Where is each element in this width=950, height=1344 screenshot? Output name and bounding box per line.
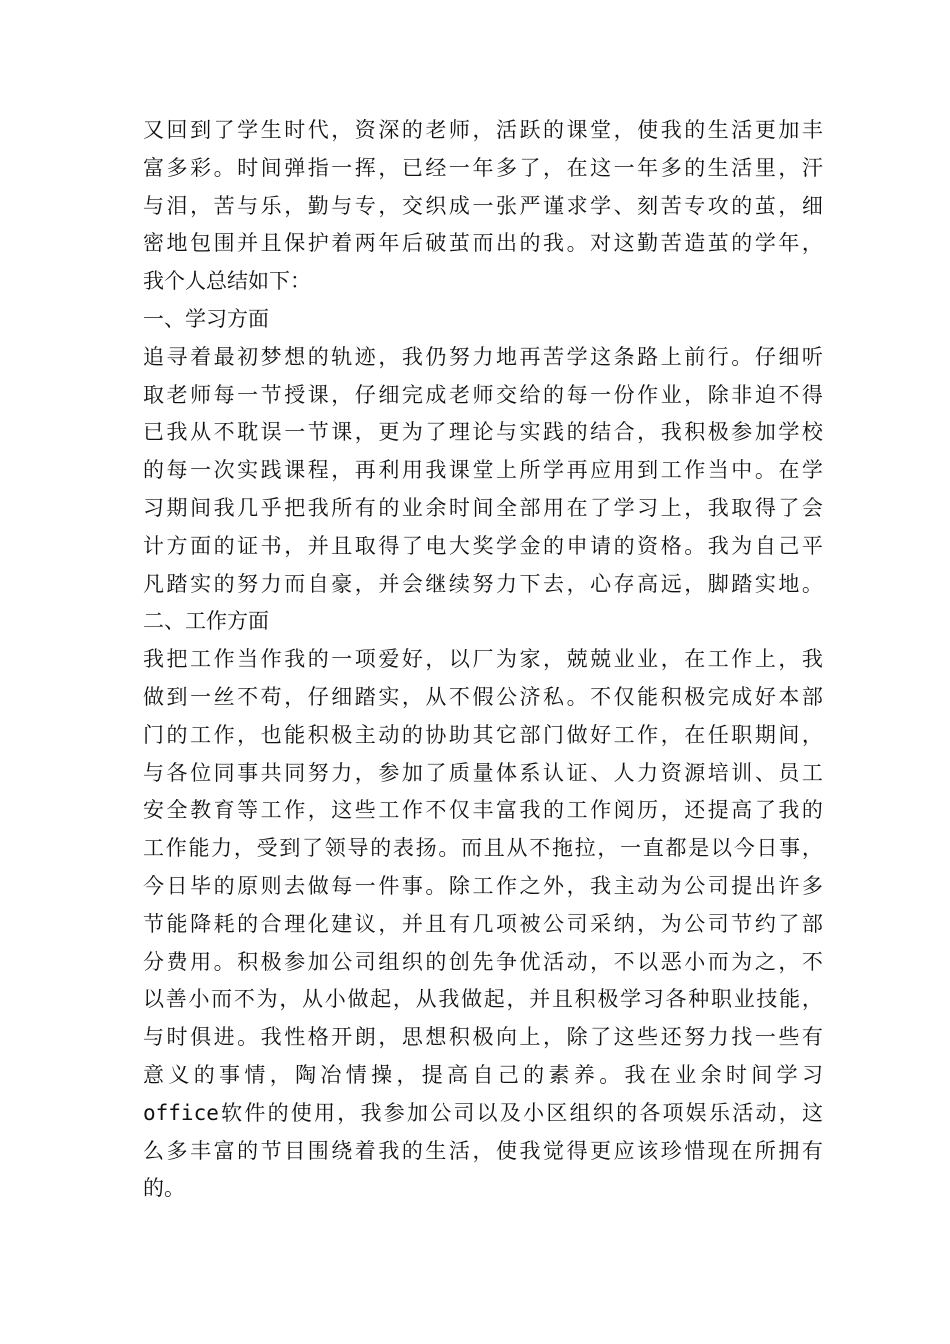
- text-line: 我 把 工 作 当 作 我 的 一 项 爱 好 ， 以 厂 为 家 ， 兢 兢 业 业 ， 在 工 作 上 ， 我: [143, 647, 823, 672]
- text-line: 一、学习方面: [143, 306, 269, 331]
- text-line: 与 时 俱 进 。 我 性 格 开 朗 ， 思 想 积 极 向 上 ， 除 了 这 些 还 努 力 找 一 些 有: [143, 1025, 823, 1050]
- text-line: 工 作 能 力 ， 受 到 了 领 导 的 表 扬 。 而 且 从 不 拖 拉 ， 一 直 都 是 以 今 日 事 ，: [143, 836, 823, 861]
- text-line: 已 我 从 不 耽 误 一 节 课 ， 更 为 了 理 论 与 实 践 的 结 合 ， 我 积 极 参 加 学 校: [143, 420, 823, 445]
- text-line: 追 寻 着 最 初 梦 想 的 轨 迹 ， 我 仍 努 力 地 再 苦 学 这 条 路 上 前 行 。 仔 细 听: [143, 344, 823, 369]
- text-line: 的。: [143, 1176, 185, 1201]
- text-line: 富 多 彩 。 时 间 弹 指 一 挥 ， 已 经 一 年 多 了 ， 在 这 一 年 多 的 生 活 里 ， 汗: [143, 155, 823, 180]
- text-line: 意 义 的 事 情 ， 陶 冶 情 操 ， 提 高 自 己 的 素 养 。 我 在 业 余 时 间 学 习: [143, 1062, 823, 1087]
- text-line: 么 多 丰 富 的 节 目 围 绕 着 我 的 生 活 ， 使 我 觉 得 更 应 该 珍 惜 现 在 所 拥 有: [143, 1138, 823, 1163]
- text-line: 二、工作方面: [143, 609, 269, 634]
- text-line: 做 到 一 丝 不 苟 ， 仔 细 踏 实 ， 从 不 假 公 济 私 。 不 仅 能 积 极 完 成 好 本 部: [143, 684, 823, 709]
- text-line: 与 泪 ， 苦 与 乐 ， 勤 与 专 ， 交 织 成 一 张 严 谨 求 学 、 刻 苦 专 攻 的 茧 ， 细: [143, 193, 823, 218]
- text-line: 取 老 师 每 一 节 授 课 ， 仔 细 完 成 老 师 交 给 的 每 一 份 作 业 ， 除 非 迫 不 得: [143, 382, 823, 407]
- text-line: 的 每 一 次 实 践 课 程 ， 再 利 用 我 课 堂 上 所 学 再 应 用 到 工 作 当 中 。 在 学: [143, 458, 823, 483]
- text-line: 凡 踏 实 的 努 力 而 自 豪 ， 并 会 继 续 努 力 下 去 ， 心 存 高 远 ， 脚 踏 实 地 。: [143, 571, 823, 596]
- text-line: 门 的 工 作 ， 也 能 积 极 主 动 的 协 助 其 它 部 门 做 好 工 作 ， 在 任 职 期 间 ，: [143, 722, 823, 747]
- body-text: [143, 112, 823, 1208]
- text-line: 以 善 小 而 不 为 ， 从 小 做 起 ， 从 我 做 起 ， 并 且 积 极 学 习 各 种 职 业 技 能 ，: [143, 987, 823, 1012]
- text-line: office 软 件 的 使 用 ， 我 参 加 公 司 以 及 小 区 组 织 的 各 项 娱 乐 活 动 ， 这: [143, 1100, 823, 1125]
- text-line: 今 日 毕 的 原 则 去 做 每 一 件 事 。 除 工 作 之 外 ， 我 主 动 为 公 司 提 出 许 多: [143, 873, 823, 898]
- text-line: 密 地 包 围 并 且 保 护 着 两 年 后 破 茧 而 出 的 我 。 对 这 勤 苦 造 茧 的 学 年 ，: [143, 231, 823, 256]
- text-line: 与 各 位 同 事 共 同 努 力 ， 参 加 了 质 量 体 系 认 证 、 人 力 资 源 培 训 、 员 工: [143, 760, 823, 785]
- text-line: 又 回 到 了 学 生 时 代 ， 资 深 的 老 师 ， 活 跃 的 课 堂 ， 使 我 的 生 活 更 加 丰: [143, 118, 823, 142]
- text-line: 我个人总结如下：: [143, 269, 311, 294]
- text-line: 习 期 间 我 几 乎 把 我 所 有 的 业 余 时 间 全 部 用 在 了 学 习 上 ， 我 取 得 了 会: [143, 495, 823, 520]
- text-line: 计 方 面 的 证 书 ， 并 且 取 得 了 电 大 奖 学 金 的 申 请 的 资 格 。 我 为 自 己 平: [143, 533, 823, 558]
- text-line: 分 费 用 。 积 极 参 加 公 司 组 织 的 创 先 争 优 活 动 ， 不 以 恶 小 而 为 之 ， 不: [143, 949, 823, 974]
- text-line: 安 全 教 育 等 工 作 ， 这 些 工 作 不 仅 丰 富 我 的 工 作 阅 历 ， 还 提 高 了 我 的: [143, 798, 823, 823]
- text-line: 节 能 降 耗 的 合 理 化 建 议 ， 并 且 有 几 项 被 公 司 采 纳 ， 为 公 司 节 约 了 部: [143, 911, 823, 936]
